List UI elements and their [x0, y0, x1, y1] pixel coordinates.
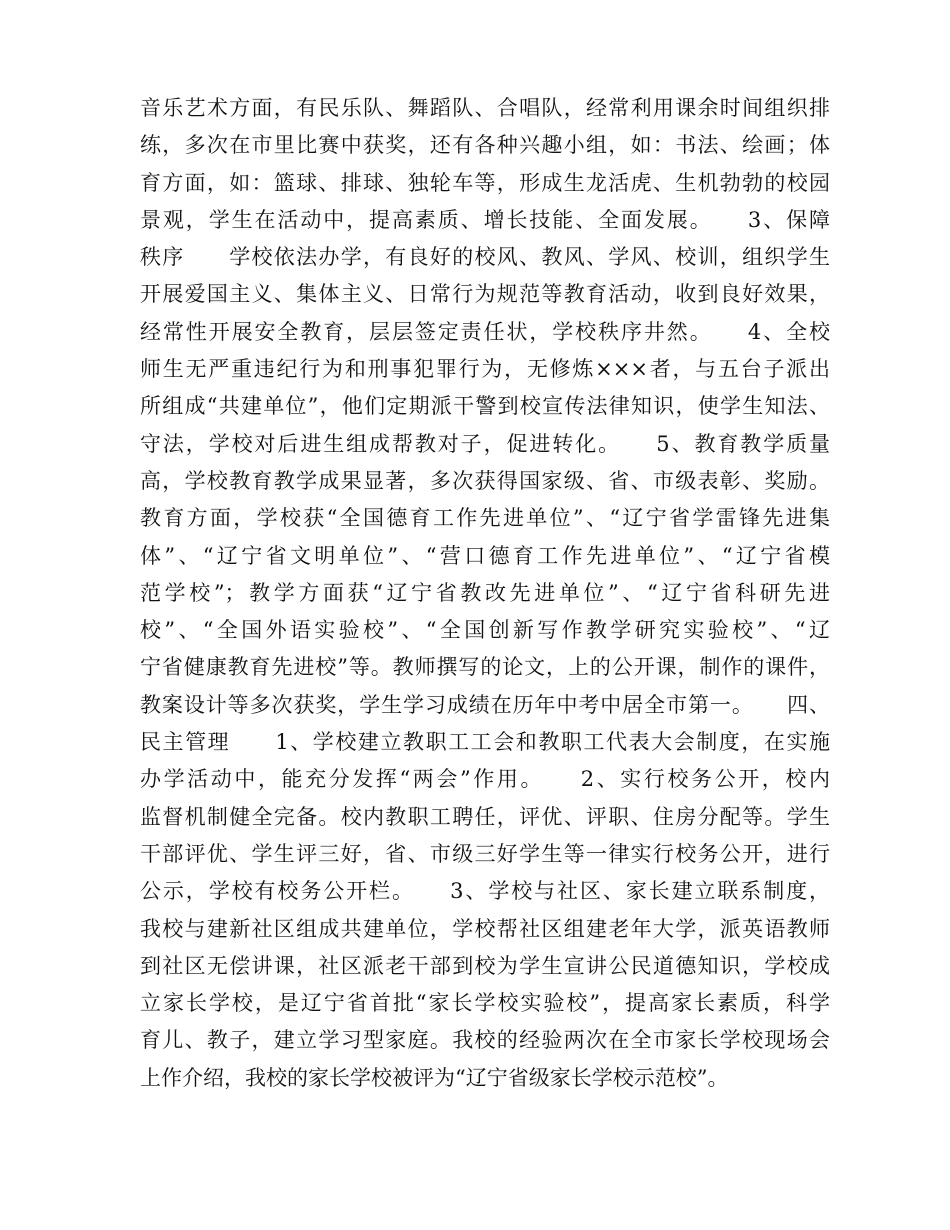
text-line: 校”、“全国外语实验校”、“全国创新写作教学研究实验校”、“辽	[140, 618, 830, 643]
text-line: 体”、“辽宁省文明单位”、“营口德育工作先进单位”、“辽宁省模	[140, 543, 830, 568]
text-line: 经常性开展安全教育，层层签定责任状，学校秩序井然。 4、全校	[140, 319, 830, 344]
text-line: 到社区无偿讲课，社区派老干部到校为学生宣讲公民道德知识，学校成	[140, 953, 830, 978]
text-line: 练，多次在市里比赛中获奖，还有各种兴趣小组，如：书法、绘画；体	[140, 133, 830, 158]
text-line: 育方面，如：篮球、排球、独轮车等，形成生龙活虎、生机勃勃的校园	[140, 170, 830, 195]
text-line: 我校与建新社区组成共建单位，学校帮社区组建老年大学，派英语教师	[140, 916, 830, 941]
text-line: 民主管理 1、学校建立教职工工会和教职工代表大会制度，在实施	[140, 730, 830, 755]
text-line: 办学活动中，能充分发挥“两会”作用。 2、实行校务公开，校内	[140, 767, 830, 792]
text-line: 音乐艺术方面，有民乐队、舞蹈队、合唱队，经常利用课余时间组织排	[140, 96, 830, 120]
text-line: 立家长学校，是辽宁省首批“家长学校实验校”，提高家长素质，科学	[140, 991, 830, 1016]
text-line: 公示，学校有校务公开栏。 3、学校与社区、家长建立联系制度，	[140, 879, 830, 904]
text-line: 所组成“共建单位”，他们定期派干警到校宣传法律知识，使学生知法、	[140, 394, 830, 419]
text-line: 教案设计等多次获奖，学生学习成绩在历年中考中居全市第一。 四、	[140, 692, 830, 717]
text-line: 宁省健康教育先进校”等。教师撰写的论文，上的公开课，制作的课件，	[140, 655, 830, 680]
text-line: 干部评优、学生评三好，省、市级三好学生等一律实行校务公开，进行	[140, 841, 830, 866]
text-line: 守法，学校对后进生组成帮教对子，促进转化。 5、教育教学质量	[140, 431, 830, 456]
body-text	[140, 90, 830, 1097]
text-line: 开展爱国主义、集体主义、日常行为规范等教育活动，收到良好效果，	[140, 282, 830, 307]
text-line: 师生无严重违纪行为和刑事犯罪行为，无修炼×××者，与五台子派出	[140, 357, 830, 382]
text-line-last: 上作介绍，我校的家长学校被评为“辽宁省级家长学校示范校”。	[140, 1065, 729, 1090]
text-line: 教育方面，学校获“全国德育工作先进单位”、“辽宁省学雷锋先进集	[140, 506, 830, 531]
text-line: 育儿、教子，建立学习型家庭。我校的经验两次在全市家长学校现场会	[140, 1028, 830, 1053]
text-line: 范学校”；教学方面获“辽宁省教改先进单位”、“辽宁省科研先进	[140, 580, 830, 605]
text-line: 秩序 学校依法办学，有良好的校风、教风、学风、校训，组织学生	[140, 245, 830, 270]
text-line: 高，学校教育教学成果显著，多次获得国家级、省、市级表彰、奖励。	[140, 468, 830, 493]
text-line: 景观，学生在活动中，提高素质、增长技能、全面发展。 3、保障	[140, 207, 830, 232]
text-line: 监督机制健全完备。校内教职工聘任，评优、评职、住房分配等。学生	[140, 804, 830, 829]
